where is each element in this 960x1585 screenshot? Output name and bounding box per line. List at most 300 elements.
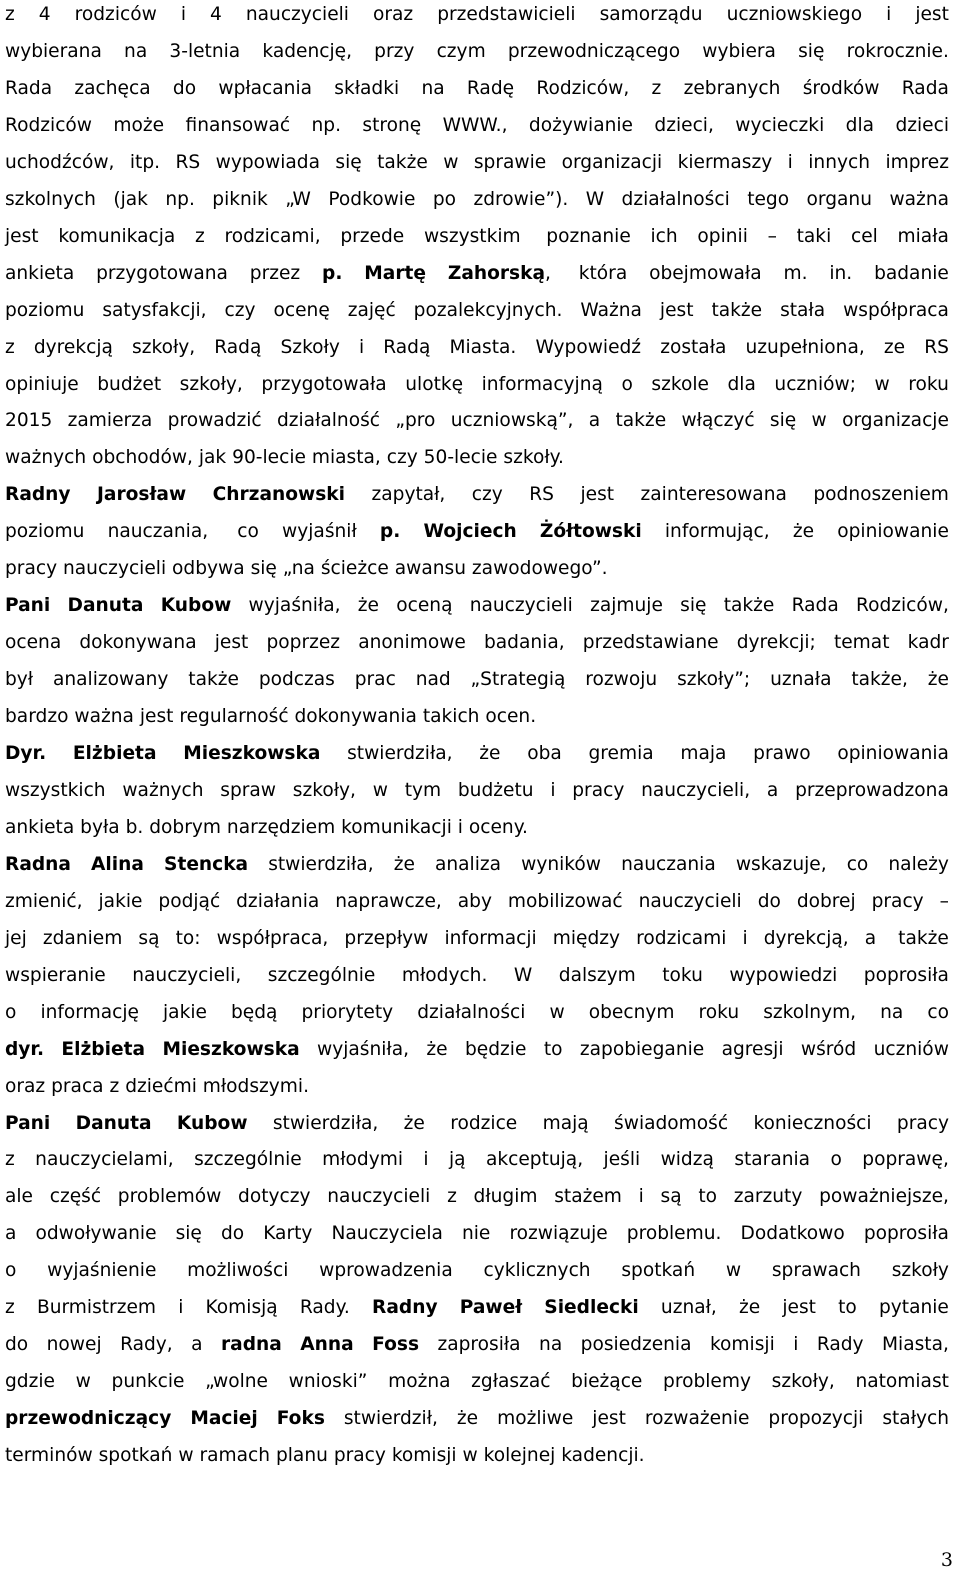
word — [621, 846, 716, 883]
word — [813, 476, 949, 513]
word-text: współpraca, — [216, 927, 329, 949]
word-text: uznał, — [660, 1297, 717, 1319]
word — [621, 1252, 695, 1289]
word-text: i — [550, 779, 556, 801]
word-text: przede — [340, 225, 405, 247]
word — [335, 883, 442, 920]
word — [358, 624, 466, 661]
word — [404, 1105, 425, 1142]
word-text: rozważenie — [644, 1408, 750, 1430]
word-text: Burmistrzem — [36, 1297, 157, 1319]
word — [885, 144, 949, 181]
word-text: to — [838, 1297, 857, 1319]
word — [897, 1105, 949, 1142]
word-text: opiniowania — [837, 743, 949, 764]
word-text: poważniejsze, — [819, 1186, 949, 1208]
word — [882, 1326, 949, 1363]
word — [5, 70, 52, 107]
word-text: dalszym — [558, 964, 636, 986]
word — [497, 1400, 573, 1437]
word-text: z — [447, 1186, 457, 1208]
word-text: dyrekcją — [33, 336, 113, 358]
word — [559, 957, 636, 994]
word — [710, 1326, 775, 1363]
word-text: toku — [662, 964, 703, 986]
word — [554, 1178, 622, 1215]
word — [130, 144, 160, 181]
word-text: uczniów; — [774, 373, 856, 395]
word — [424, 218, 527, 255]
word — [176, 920, 201, 957]
word-text: poprosiła — [863, 964, 949, 986]
word — [639, 883, 742, 920]
word — [158, 883, 220, 920]
word-text: nauczycieli — [638, 890, 742, 912]
word — [5, 329, 15, 366]
bold-speaker-name: Radny — [372, 1297, 438, 1319]
word — [808, 144, 870, 181]
word-text: nowej — [46, 1334, 102, 1356]
word — [483, 1252, 590, 1289]
word-text: w — [811, 410, 827, 432]
word — [600, 0, 703, 33]
word — [735, 107, 824, 144]
word — [834, 624, 890, 661]
word — [550, 772, 555, 809]
word-text: 50-lecie — [423, 447, 498, 469]
word-text: stwierdziła, — [347, 743, 453, 764]
word-text: i — [787, 151, 793, 173]
word-text: sprawach — [771, 1260, 861, 1282]
word — [583, 624, 719, 661]
word — [641, 476, 787, 513]
word-text: nauczycieli — [469, 595, 573, 617]
word-text: natomiast — [855, 1371, 949, 1393]
word-text: z — [5, 1149, 15, 1171]
text-line — [5, 33, 949, 70]
word — [79, 624, 196, 661]
word-text: się — [769, 410, 797, 432]
word-text: będą — [231, 1001, 278, 1023]
word — [553, 920, 620, 957]
text-line — [5, 1289, 949, 1326]
word-text: prac — [354, 669, 396, 691]
word — [215, 624, 249, 661]
word — [274, 292, 330, 329]
bold-speaker-name: Elżbieta — [72, 743, 157, 764]
word — [344, 1400, 438, 1437]
text-line — [5, 1031, 949, 1068]
word-text: zajęć — [347, 299, 396, 321]
word — [335, 144, 361, 181]
word — [165, 181, 195, 218]
word-text: jakie — [98, 890, 143, 912]
word-text: akceptują, — [485, 1149, 584, 1171]
word — [482, 366, 603, 403]
word — [5, 1289, 15, 1326]
word — [741, 1215, 845, 1252]
word-text: a — [864, 927, 877, 949]
word — [764, 920, 849, 957]
word — [5, 1252, 16, 1289]
word-text: szkolnych — [5, 188, 96, 210]
word — [341, 817, 452, 838]
word — [319, 1252, 453, 1289]
word — [636, 920, 726, 957]
word-text: i — [457, 816, 463, 838]
word-text: nauczania, — [107, 521, 209, 543]
text-line — [5, 0, 949, 33]
word-text: dyrekcją, — [763, 927, 849, 949]
word-text: uczniowskiego — [726, 4, 863, 25]
word — [179, 706, 288, 727]
word-text: temat — [833, 632, 890, 654]
word — [5, 772, 106, 809]
word — [417, 994, 525, 1031]
page-number: 3 — [940, 1549, 953, 1571]
word-text: Dodatkowo — [740, 1223, 845, 1245]
word — [186, 107, 291, 144]
word — [798, 33, 824, 70]
word — [540, 513, 642, 550]
word-text: ważna — [74, 706, 134, 728]
word — [43, 920, 122, 957]
word — [161, 587, 232, 624]
word-text: ważnych — [122, 779, 204, 801]
word-text: 3-letnia — [169, 40, 241, 62]
word — [652, 70, 662, 107]
word-text — [521, 226, 527, 247]
word-text: się — [335, 151, 362, 173]
word-text: wśród — [800, 1038, 857, 1060]
word — [449, 329, 516, 366]
word — [140, 706, 174, 727]
word — [886, 0, 891, 33]
word — [371, 476, 445, 513]
word — [797, 883, 856, 920]
word-text: wycieczki — [735, 114, 825, 136]
word — [212, 181, 267, 218]
word — [457, 1400, 478, 1437]
word — [99, 883, 143, 920]
word-text: przygotowana — [96, 262, 228, 284]
word — [387, 447, 418, 468]
word-text: w — [549, 1001, 565, 1023]
word — [443, 144, 458, 181]
word-text: o — [830, 1149, 842, 1171]
word — [622, 181, 730, 218]
word — [236, 883, 319, 920]
word-text: starania — [734, 1149, 811, 1171]
word — [273, 1105, 378, 1142]
word — [374, 33, 414, 70]
word-text: stała — [780, 299, 826, 321]
word-text: także — [723, 595, 775, 617]
word-text: posiedzenia — [580, 1334, 692, 1356]
word — [58, 218, 175, 255]
word-text: satysfakcji, — [102, 299, 207, 321]
word — [190, 1400, 257, 1437]
word — [191, 1326, 202, 1363]
word — [503, 447, 563, 468]
word-text: na — [124, 40, 148, 62]
word — [662, 957, 703, 994]
word-text: czy — [471, 484, 503, 506]
word-text: a — [191, 1334, 203, 1356]
text-line — [5, 1326, 949, 1363]
word-text: (jak — [113, 188, 148, 210]
word-text: zamierza — [67, 410, 153, 432]
word-text: kadencję, — [262, 40, 352, 62]
word-text: dyrekcji; — [736, 632, 816, 654]
word-text: dla — [845, 114, 875, 136]
word-text: komisji — [709, 1334, 775, 1356]
word-text: są — [138, 927, 160, 949]
word — [203, 1076, 309, 1097]
word — [340, 218, 404, 255]
word-text: Rodziców, — [536, 77, 630, 99]
word — [396, 587, 452, 624]
word — [812, 402, 827, 439]
word — [347, 735, 452, 772]
word-text: do — [5, 1334, 29, 1356]
word — [621, 366, 632, 403]
word — [377, 144, 428, 181]
word — [451, 402, 574, 439]
word — [266, 624, 340, 661]
text-line — [5, 550, 949, 587]
word-text: uchodźców, — [5, 151, 115, 173]
word — [895, 107, 949, 144]
bold-speaker-name: Stencka — [164, 853, 249, 875]
word-text: organizacje — [842, 410, 949, 432]
word-text: szkole — [651, 373, 709, 395]
word — [394, 846, 415, 883]
word — [514, 957, 532, 994]
word — [416, 661, 451, 698]
word — [63, 558, 166, 579]
word — [641, 772, 750, 809]
word — [471, 661, 566, 698]
word — [729, 957, 837, 994]
word-text: zachęca — [74, 77, 151, 99]
word — [509, 1215, 607, 1252]
word-text: przewodniczącego — [507, 40, 681, 62]
word — [889, 181, 949, 218]
word-text: bieżące — [571, 1371, 643, 1393]
word-text: środków — [802, 77, 880, 99]
word-text: co — [927, 1001, 949, 1023]
word — [163, 994, 207, 1031]
word-text: wnioski” — [288, 1371, 368, 1393]
word — [486, 1141, 583, 1178]
word-text: analizowany — [52, 669, 169, 691]
word-text: był — [5, 669, 34, 691]
word-text: opinii — [697, 225, 748, 247]
word — [138, 920, 159, 957]
word — [447, 1178, 457, 1215]
word — [5, 1105, 50, 1142]
word — [767, 772, 778, 809]
word-text: budżetu — [457, 779, 534, 801]
word — [590, 587, 663, 624]
word — [259, 661, 335, 698]
word-text: „W — [285, 188, 311, 210]
word-text: zgłaszać — [471, 1371, 551, 1393]
word-text: Radą — [383, 336, 431, 358]
word-text: – — [767, 225, 777, 247]
word-text: gremia — [588, 743, 654, 764]
word — [39, 0, 51, 33]
word-text — [551, 263, 557, 284]
word — [317, 1031, 409, 1068]
word-text: Rodziców — [5, 114, 92, 136]
text-line — [5, 1252, 949, 1289]
word — [874, 1031, 949, 1068]
word — [277, 402, 380, 439]
word — [5, 255, 74, 292]
text-line — [5, 698, 949, 735]
word — [915, 0, 949, 33]
word-text: na — [539, 1334, 563, 1356]
word-text: 4 — [38, 4, 51, 25]
word-text: , — [545, 262, 551, 284]
word — [529, 107, 633, 144]
word-text: obchodów, — [92, 447, 193, 469]
word — [238, 1178, 310, 1215]
word — [312, 447, 381, 468]
word-text: ważnych — [5, 447, 87, 469]
word — [782, 1289, 816, 1326]
word — [734, 1178, 803, 1215]
word — [395, 558, 466, 579]
word-text: widzą — [660, 1149, 714, 1171]
text-line — [5, 1437, 949, 1474]
word-text: ocenę — [273, 299, 330, 321]
word-text: Ważna — [580, 299, 642, 321]
word-text: stwierdziła, — [268, 853, 374, 875]
word-text: zmienić, — [5, 890, 83, 912]
word-text: także — [711, 299, 763, 321]
word-text: jej — [5, 927, 27, 949]
word — [801, 1031, 856, 1068]
word-text: „pro — [395, 410, 436, 432]
word — [888, 846, 949, 883]
word — [118, 1178, 222, 1215]
word-text: dokonywana — [79, 632, 197, 654]
word — [829, 255, 852, 292]
word — [580, 476, 614, 513]
bold-speaker-name: p. — [322, 262, 343, 284]
word — [739, 1289, 760, 1326]
word — [183, 735, 320, 772]
word — [772, 1252, 861, 1289]
word — [5, 292, 84, 329]
word — [660, 329, 726, 366]
word-text: została — [660, 336, 727, 358]
word-text: poziomu — [5, 521, 85, 543]
word-text: Miasta. — [449, 336, 517, 358]
word-text: oba — [527, 743, 562, 764]
word-text: jeśli — [603, 1149, 641, 1171]
word-text: przy — [374, 40, 415, 62]
word-text: i — [793, 1334, 799, 1356]
word — [132, 329, 195, 366]
word — [199, 447, 226, 468]
word — [74, 70, 150, 107]
word-text: nauczycieli — [245, 4, 349, 25]
word — [727, 0, 863, 33]
word-text: wyjaśniła, — [317, 1038, 410, 1060]
word — [797, 218, 832, 255]
word-text: 2015 — [5, 410, 53, 432]
word — [665, 513, 770, 550]
word — [175, 144, 200, 181]
word — [458, 883, 492, 920]
word-text: zdaniem — [42, 927, 123, 949]
word — [843, 292, 949, 329]
word — [543, 1105, 589, 1142]
word — [742, 920, 747, 957]
word — [97, 476, 186, 513]
word — [5, 107, 92, 144]
word-text: nad — [415, 669, 451, 691]
word — [5, 735, 46, 772]
word — [443, 107, 508, 144]
word — [770, 402, 796, 439]
word-text: poprawę, — [862, 1149, 949, 1171]
word-text: Radą — [214, 336, 262, 358]
word — [164, 846, 248, 883]
word — [678, 144, 773, 181]
word-text: Radę — [466, 77, 515, 99]
word — [795, 772, 949, 809]
word-text: działalność — [276, 410, 380, 432]
word-text: nie — [461, 1223, 491, 1245]
word-text: narzędziem — [226, 816, 336, 838]
word — [437, 33, 486, 70]
bold-speaker-name: Danuta — [75, 1112, 152, 1134]
word — [295, 706, 417, 727]
word-text: Rady. — [299, 1297, 350, 1319]
word-text: a — [588, 410, 601, 432]
word — [772, 1363, 835, 1400]
word — [463, 1445, 478, 1466]
word-text: a — [766, 779, 779, 801]
word-text: dotyczy — [238, 1186, 311, 1208]
word — [768, 1400, 863, 1437]
word-text: cel — [850, 225, 878, 247]
bold-speaker-name: Siedlecki — [544, 1297, 639, 1319]
word — [722, 1031, 784, 1068]
word-text: szkoły”; — [677, 669, 751, 691]
word-text: b. — [125, 816, 144, 838]
word-text: kadr — [907, 632, 949, 654]
word-text: zebranych — [683, 77, 781, 99]
word-text: budżet — [97, 373, 162, 395]
word — [472, 476, 503, 513]
word-text: 4 — [210, 4, 222, 25]
word-text: w — [178, 1445, 194, 1467]
word-text: ulotkę — [405, 373, 464, 395]
word-text: nauczycielami, — [35, 1149, 174, 1171]
word — [35, 1141, 174, 1178]
word-text: na — [880, 1001, 904, 1023]
word — [711, 292, 762, 329]
word — [5, 1215, 16, 1252]
word — [282, 513, 357, 550]
word — [774, 366, 856, 403]
